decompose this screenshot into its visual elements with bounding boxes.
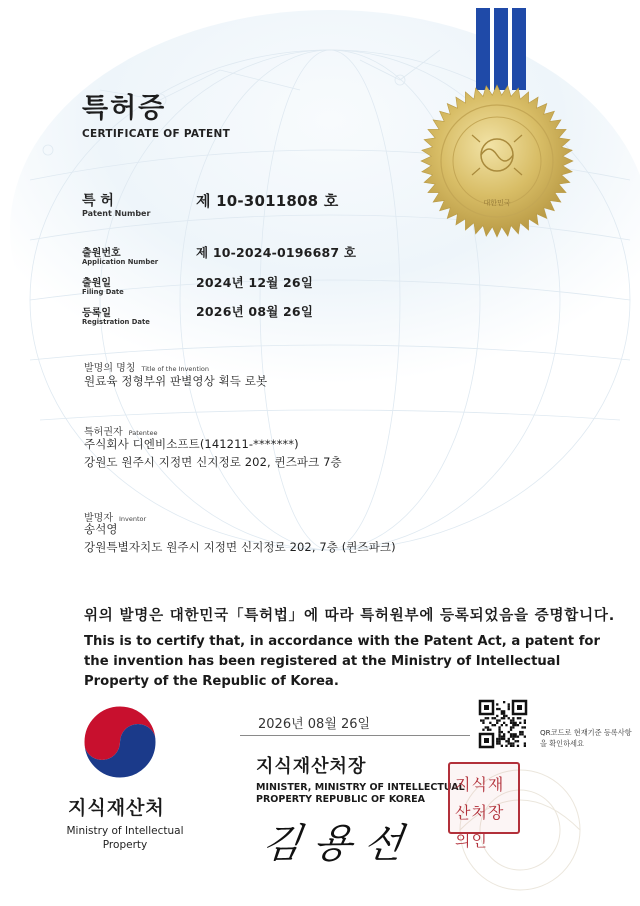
inventor-address: 강원특별자치도 원주시 지정면 신지정로 202, 7층 (퀸즈파크) — [84, 540, 396, 554]
application-number-label: 출원번호 — [82, 248, 121, 259]
patent-number-value: 제 10-3011808 호 — [196, 192, 339, 210]
registration-date-value: 2026년 08월 26일 — [196, 304, 314, 319]
patent-number-label: 특 허 — [82, 193, 114, 209]
application-number-value: 제 10-2024-0196687 호 — [196, 245, 357, 260]
registration-date-label: 등록일 — [82, 308, 111, 319]
invention-title: 원료육 정형부위 판별영상 획득 로봇 — [84, 374, 268, 388]
official-seal-text: 지식재산처장의인 — [455, 775, 505, 850]
issue-date-underline — [240, 735, 470, 736]
registration-date-label-en: Registration Date — [82, 318, 150, 326]
inventor-label-en: Inventor — [118, 515, 147, 523]
application-number-label-en: Application Number — [82, 258, 159, 266]
qr-code — [479, 700, 527, 748]
certification-statement-en: This is to certify that, in accordance with the Patent Act, a patent for the invention has been registered at the Ministry of Intellectual Property of the Republic of Korea. — [84, 634, 600, 689]
filing-date-label: 출원일 — [82, 278, 111, 289]
minister-signature: 김용선 — [259, 821, 418, 867]
invention-label: 발명의 명칭 — [84, 363, 136, 374]
filing-date-label-en: Filing Date — [82, 288, 124, 296]
filing-date-value: 2024년 12월 26일 — [196, 275, 314, 290]
inventor-name: 송석영 — [84, 522, 118, 536]
ribbon — [476, 8, 526, 90]
gold-seal-text: 대한민국 — [483, 199, 511, 207]
certificate-subtitle: CERTIFICATE OF PATENT — [82, 128, 231, 140]
certificate-title: 특허증 — [82, 93, 167, 124]
minister-title-ko: 지식재산처장 — [256, 756, 367, 777]
invention-label-en: Title of the Invention — [141, 365, 209, 373]
ministry-name-en: Ministry of Intellectual Property — [66, 825, 184, 851]
ministry-name-ko: 지식재산처 — [68, 797, 165, 819]
inventor-label: 발명자 — [84, 513, 113, 524]
patent-number-label-en: Patent Number — [82, 209, 151, 218]
patentee-address: 강원도 원주시 지정면 신지정로 202, 퀸즈파크 7층 — [84, 455, 342, 469]
official-seal-stamp — [448, 762, 520, 850]
qr-note: QR코드로 현재기준 등록사항을 확인하세요 — [540, 728, 632, 748]
minister-title-en: MINISTER, MINISTRY OF INTELLECTUAL PROPERTY REPUBLIC OF KOREA — [256, 782, 465, 805]
certification-statement-ko: 위의 발명은 대한민국「특허법」에 따라 특허원부에 등록되었음을 증명합니다. — [84, 608, 616, 624]
ministry-logo-icon — [84, 706, 156, 778]
patentee-label: 특허권자 — [84, 427, 123, 438]
issue-date: 2026년 08월 26일 — [258, 717, 371, 732]
patentee-label-en: Patentee — [128, 429, 158, 437]
patentee-name: 주식회사 디엔비소프트(141211-*******) — [84, 437, 299, 451]
